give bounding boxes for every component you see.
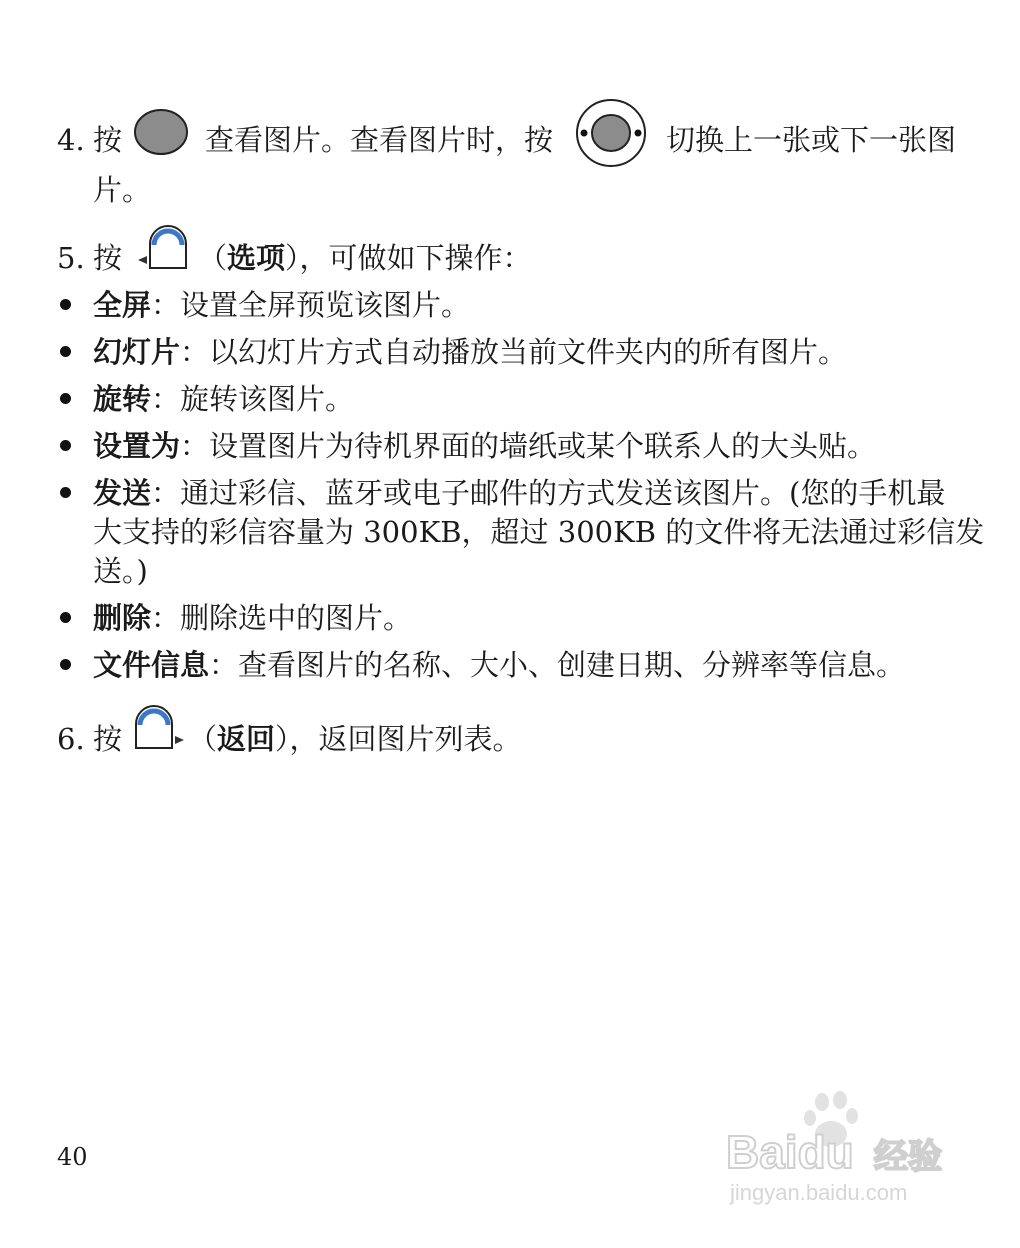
step-6-line <box>57 719 122 759</box>
option-label: 发送 <box>93 476 152 510</box>
option-slideshow <box>93 332 847 372</box>
bullet <box>60 440 71 451</box>
option-label: 文件信息 <box>93 648 210 682</box>
step-4-line-1 <box>57 120 122 160</box>
watermark-service: 经验 <box>874 1137 942 1177</box>
option-delete <box>93 598 412 638</box>
option-send <box>93 473 945 513</box>
option-set-as <box>93 426 876 466</box>
options-key-label: 选项 <box>227 241 286 275</box>
open-paren: （ <box>188 722 218 756</box>
option-send-line-3: 送。) <box>93 554 148 588</box>
bullet <box>60 487 71 498</box>
step-5-rest: ），可做如下操作： <box>285 241 532 275</box>
press-text: 按 <box>93 123 123 157</box>
back-key-label: 返回 <box>217 722 276 756</box>
bullet <box>60 612 71 623</box>
press-text: 按 <box>93 722 123 756</box>
step-4-text-a: 查看图片。查看图片时，按 <box>205 123 554 157</box>
step-6-text <box>188 719 522 759</box>
option-desc: ：通过彩信、蓝牙或电子邮件的方式发送该图片。(您的手机最 <box>151 476 946 510</box>
bullet <box>60 346 71 357</box>
option-file-info <box>93 645 905 685</box>
baidu-jingyan-watermark <box>724 1090 974 1210</box>
option-send-line-2: 大支持的彩信容量为 300KB，超过 300KB 的文件将无法通过彩信发 <box>93 515 985 549</box>
watermark-brand: Baidu <box>726 1126 854 1178</box>
center-key-icon <box>132 107 190 157</box>
option-desc: ：查看图片的名称、大小、创建日期、分辨率等信息。 <box>209 648 906 682</box>
navigation-key-icon <box>574 97 648 169</box>
option-desc: ：设置图片为待机界面的墙纸或某个联系人的大头贴。 <box>180 429 877 463</box>
step-4-text-b: 切换上一张或下一张图 <box>666 123 957 157</box>
open-paren: （ <box>198 241 228 275</box>
bullet <box>60 659 71 670</box>
left-softkey-icon <box>134 218 192 272</box>
step-5-line <box>57 238 122 278</box>
step-number: 6. <box>57 722 85 756</box>
option-fullscreen <box>93 285 470 325</box>
step-number: 5. <box>57 241 85 275</box>
option-rotate <box>93 379 354 419</box>
option-label: 幻灯片 <box>93 335 181 369</box>
option-label: 旋转 <box>93 382 152 416</box>
step-5-text <box>198 238 532 278</box>
option-desc: ：旋转该图片。 <box>151 382 355 416</box>
right-softkey-icon <box>130 698 188 752</box>
watermark-url: jingyan.baidu.com <box>730 1180 908 1205</box>
option-label: 设置为 <box>93 429 181 463</box>
page-number: 40 <box>57 1143 88 1171</box>
option-label: 全屏 <box>93 288 152 322</box>
press-text: 按 <box>93 241 123 275</box>
option-desc: ：删除选中的图片。 <box>151 601 413 635</box>
option-desc: ：设置全屏预览该图片。 <box>151 288 471 322</box>
bullet <box>60 299 71 310</box>
step-6-rest: ），返回图片列表。 <box>275 722 522 756</box>
bullet <box>60 393 71 404</box>
step-4-text-c: 片。 <box>93 173 152 207</box>
option-label: 删除 <box>93 601 152 635</box>
option-desc: ：以幻灯片方式自动播放当前文件夹内的所有图片。 <box>180 335 848 369</box>
step-number: 4. <box>57 123 85 157</box>
